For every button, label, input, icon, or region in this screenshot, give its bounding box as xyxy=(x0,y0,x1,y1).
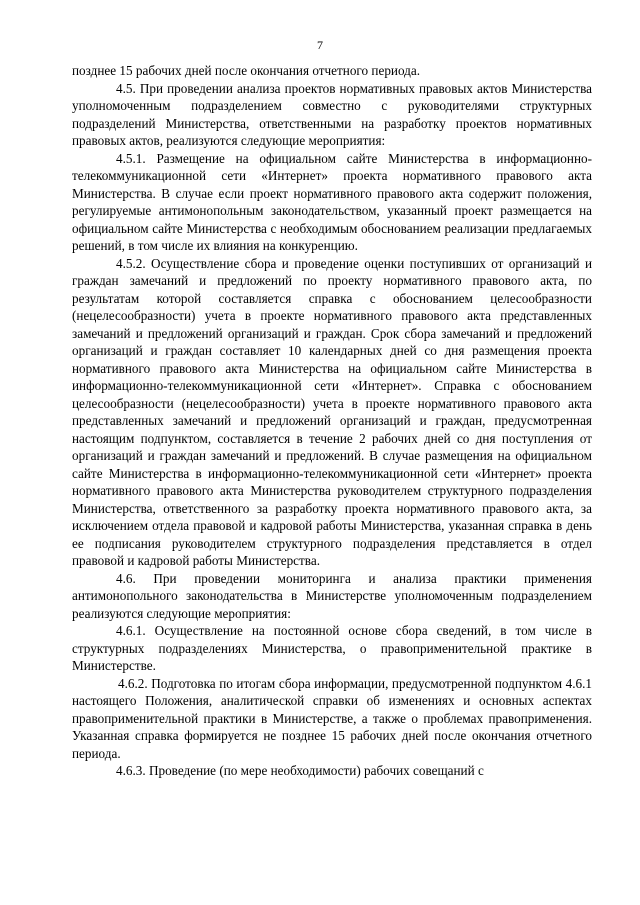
paragraph-4-6-2: 4.6.2. Подготовка по итогам сбора информации, предусмотренной подпунктом 4.6.1 настоящего Положения, аналитической справки об изменениях и основных аспектах правоприменительной практики в Министерстве, а также о проблемах правоприменения. Указанная справка формируется не позднее 15 рабочих дней после окончания отчетного периода. xyxy=(72,675,592,761)
page-number: 7 xyxy=(317,38,323,52)
paragraph-4-5-2: 4.5.2. Осуществление сбора и проведение оценки поступивших от организаций и граждан замечаний и предложений по проекту нормативного правового акта, по результатам которой составляется справка с обоснованием целесообразности (нецелесообразности) учета в проекте нормативного правового акта представленных замечаний и предложений организаций и граждан. Срок сбора замечаний и предложений организаций и граждан составляет 10 календарных дней со дня размещения проекта нормативного правового акта Министерства на официальном сайте Министерства в информационно-телекоммуникационной сети «Интернет». Справка с обоснованием целесообразности (нецелесообразности) учета в проекте нормативного правового акта представленных замечаний и предложений организаций и граждан, предусмотренная настоящим подпунктом, составляется в течение 2 рабочих дней со дня поступления от организаций и граждан замечаний и предложений. В случае размещения на официальном сайте Министерства в информационно-телекоммуникационной сети «Интернет» проекта нормативного правового акта Министерства руководителем структурного подразделения Министерства, ответственного за разработку проекта нормативного правового акта, за исключением отдела правовой и кадровой работы Министерства, указанная справка в день ее подписания руководителем структурного подразделения представляется в отдел правовой и кадровой работы Министерства. xyxy=(72,255,592,568)
paragraph-4-6-1: 4.6.1. Осуществление на постоянной основе сбора сведений, в том числе в структурных подразделениях Министерства, о правоприменительной практике в Министерстве. xyxy=(72,623,592,673)
paragraph-4-6: 4.6. При проведении мониторинга и анализа практики применения антимонопольного законодательства в Министерстве уполномоченным подразделением реализуются следующие мероприятия: xyxy=(72,570,592,621)
paragraph-4-6-3: 4.6.3. Проведение (по мере необходимости) рабочих совещаний с xyxy=(116,763,484,778)
paragraph-4-5-1: 4.5.1. Размещение на официальном сайте Министерства в информационно-телекоммуникационной сети «Интернет» проекта нормативного правового акта Министерства. В случае если проект нормативного правового акта содержит положения, регулируемые антимонопольным законодательством, указанный проект размещается на официальном сайте Министерства с необходимым обоснованием реализации предлагаемых решений, в том числе их влияния на конкуренцию. xyxy=(72,150,592,253)
paragraph-continuation: позднее 15 рабочих дней после окончания отчетного периода. xyxy=(72,63,421,78)
paragraph-4-5: 4.5. При проведении анализа проектов нормативных правовых актов Министерства уполномоченным подразделением совместно с руководителями структурных подразделений Министерства, ответственными на разработку проектов нормативных правовых актов, реализуются следующие мероприятия: xyxy=(72,80,592,148)
document-body xyxy=(72,62,592,780)
